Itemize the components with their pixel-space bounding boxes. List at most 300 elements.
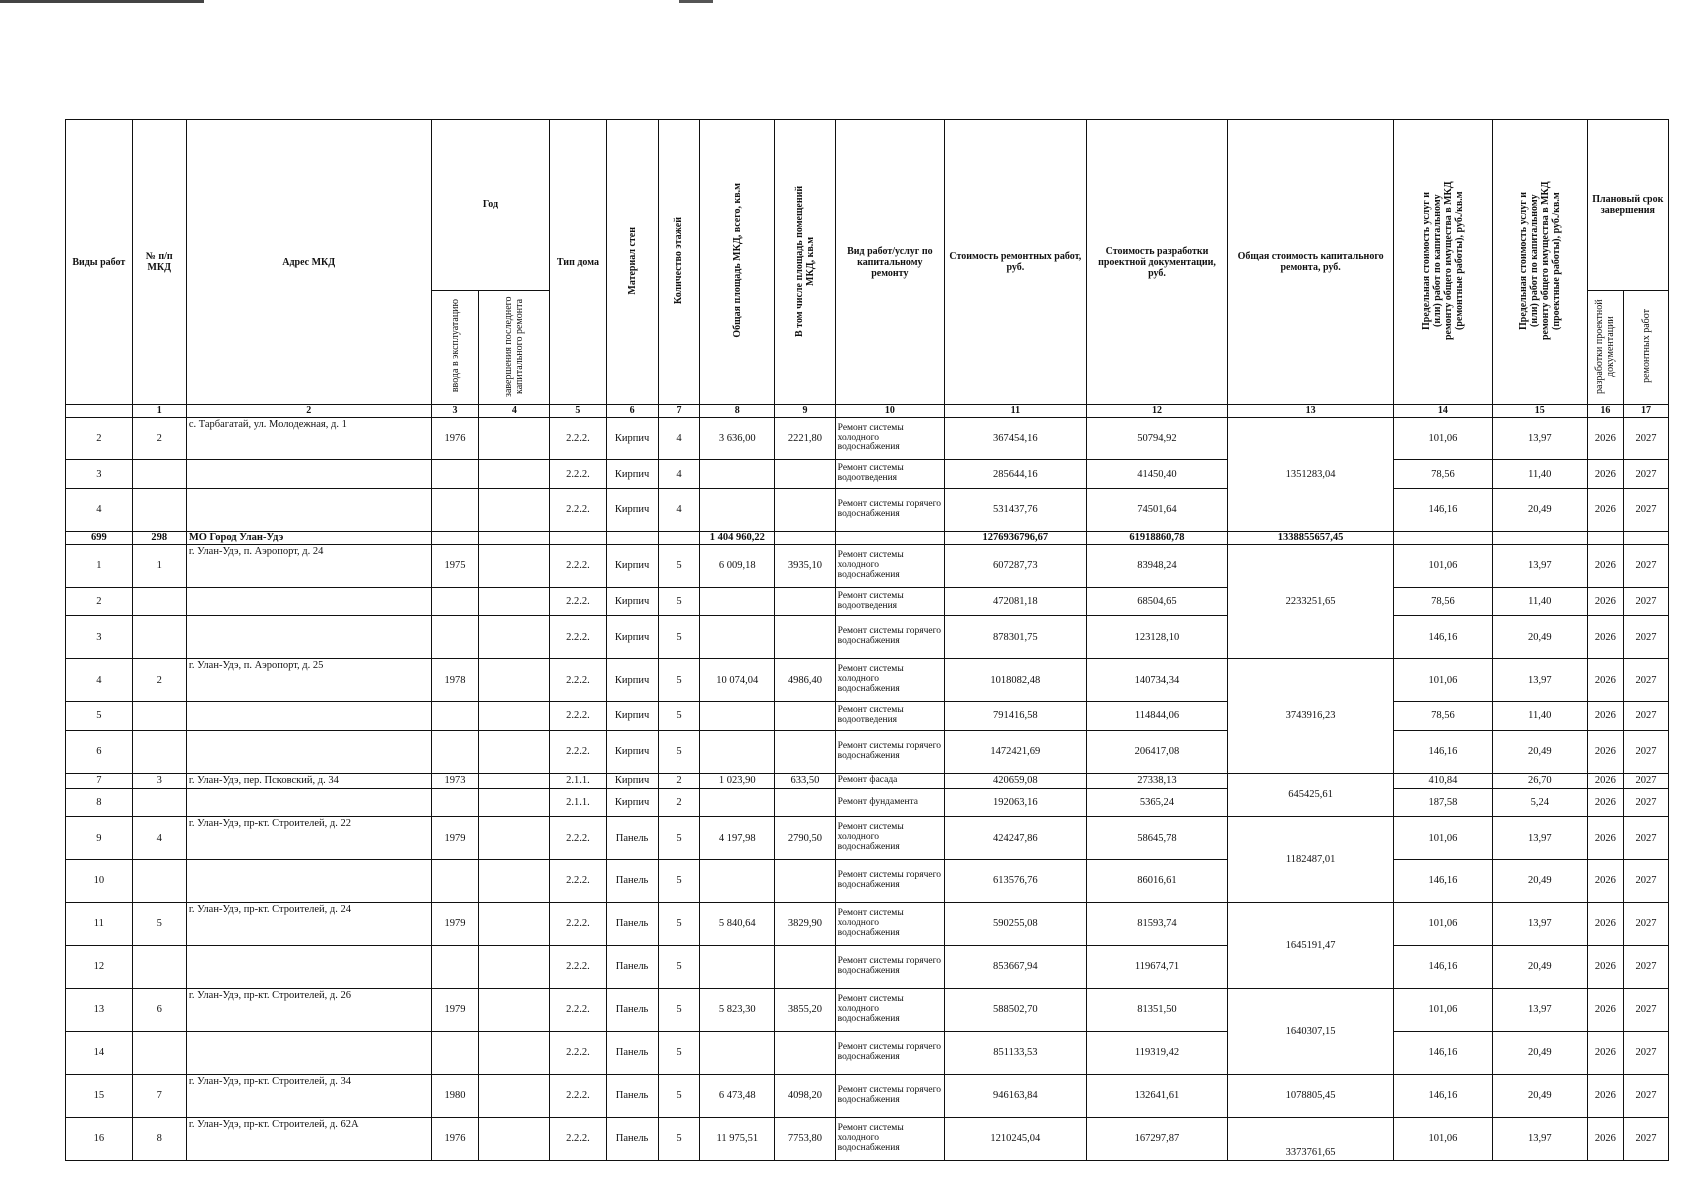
cell-address xyxy=(186,730,431,773)
cell-limit-design: 13,97 xyxy=(1492,817,1587,860)
cell-work-kind: Ремонт системы холодного водоснабжения xyxy=(835,659,944,702)
cell-work-type: 10 xyxy=(66,860,133,903)
cell-empty xyxy=(431,532,479,545)
cell-mkd-no xyxy=(132,489,186,532)
cell-floors: 5 xyxy=(658,817,700,860)
cell-limit-repair: 101,06 xyxy=(1393,817,1492,860)
cell-mkd-no: 2 xyxy=(132,417,186,460)
cell-repair-cost: 192063,16 xyxy=(945,788,1087,817)
cell-design-cost: 41450,40 xyxy=(1086,460,1228,489)
cell-deadline-design: 2026 xyxy=(1587,417,1623,460)
cell-premises-area xyxy=(775,587,835,616)
cell-deadline-repair: 2027 xyxy=(1624,417,1669,460)
cell-total-area: 10 074,04 xyxy=(700,659,775,702)
cell-premises-area: 4986,40 xyxy=(775,659,835,702)
cell-deadline-design: 2026 xyxy=(1587,587,1623,616)
cell-total-area xyxy=(700,730,775,773)
cell-empty xyxy=(658,532,700,545)
table-row xyxy=(66,1032,1669,1075)
cell-design-cost: 83948,24 xyxy=(1086,544,1228,587)
cell-premises-area: 3829,90 xyxy=(775,903,835,946)
cell-repair-cost: 1276936796,67 xyxy=(945,532,1087,545)
cell-design-cost: 114844,06 xyxy=(1086,702,1228,731)
cell-year-last-repair xyxy=(479,544,550,587)
cell-floors: 5 xyxy=(658,860,700,903)
cell-floors: 5 xyxy=(658,946,700,989)
cell-house-type: 2.1.1. xyxy=(550,773,606,788)
header-row xyxy=(66,120,1669,291)
cell-total-area: 1 023,90 xyxy=(700,773,775,788)
cell-limit-design: 20,49 xyxy=(1492,1074,1587,1117)
cell-address: г. Улан-Удэ, пр-кт. Строителей, д. 24 xyxy=(186,903,431,946)
cell-house-type: 2.2.2. xyxy=(550,702,606,731)
cell-floors: 5 xyxy=(658,702,700,731)
cell-design-cost: 123128,10 xyxy=(1086,616,1228,659)
cell-house-type: 2.2.2. xyxy=(550,659,606,702)
header-deadline-design: разработки проектной документации xyxy=(1587,290,1623,405)
cell-work-kind: Ремонт системы холодного водоснабжения xyxy=(835,817,944,860)
cell-deadline-design: 2026 xyxy=(1587,1074,1623,1117)
cell-limit-repair: 101,06 xyxy=(1393,1117,1492,1160)
cell-limit-design: 11,40 xyxy=(1492,587,1587,616)
cell-premises-area xyxy=(775,616,835,659)
cell-deadline-repair: 2027 xyxy=(1624,730,1669,773)
cell-wall-material: Кирпич xyxy=(606,730,658,773)
cell-address xyxy=(186,702,431,731)
cell-wall-material: Кирпич xyxy=(606,587,658,616)
cell-year-last-repair xyxy=(479,460,550,489)
col-num: 5 xyxy=(550,405,606,417)
cell-limit-repair: 78,56 xyxy=(1393,702,1492,731)
cell-deadline-design: 2026 xyxy=(1587,860,1623,903)
header-work-type: Виды работ xyxy=(66,120,133,405)
cell-mkd-no xyxy=(132,587,186,616)
cell-work-kind: Ремонт системы горячего водоснабжения xyxy=(835,860,944,903)
cell-total-area xyxy=(700,587,775,616)
cell-house-type: 2.2.2. xyxy=(550,989,606,1032)
cell-work-type: 2 xyxy=(66,587,133,616)
cell-work-kind: Ремонт системы горячего водоснабжения xyxy=(835,616,944,659)
cell-year-last-repair xyxy=(479,659,550,702)
table-row xyxy=(66,903,1669,946)
cell-deadline-repair: 2027 xyxy=(1624,1032,1669,1075)
cell-total-area xyxy=(700,702,775,731)
col-num: 10 xyxy=(835,405,944,417)
cell-deadline-design: 2026 xyxy=(1587,616,1623,659)
cell-deadline-design: 2026 xyxy=(1587,989,1623,1032)
cell-year-commission: 1979 xyxy=(431,817,479,860)
col-num: 15 xyxy=(1492,405,1587,417)
cell-address: г. Улан-Удэ, пр-кт. Строителей, д. 26 xyxy=(186,989,431,1032)
cell-year-commission xyxy=(431,587,479,616)
cell-mkd-no xyxy=(132,788,186,817)
cell-limit-design: 20,49 xyxy=(1492,616,1587,659)
cell-work-type: 2 xyxy=(66,417,133,460)
cell-year-commission xyxy=(431,460,479,489)
cell-design-cost: 132641,61 xyxy=(1086,1074,1228,1117)
cell-repair-cost: 878301,75 xyxy=(945,616,1087,659)
cell-total-area xyxy=(700,788,775,817)
cell-work-type: 8 xyxy=(66,788,133,817)
cell-premises-area: 633,50 xyxy=(775,773,835,788)
header-total-cost: Общая стоимость капитального ремонта, руб. xyxy=(1228,120,1394,405)
header-premises-area: В том числе площадь помещений МКД, кв.м xyxy=(775,120,835,405)
cell-repair-cost: 588502,70 xyxy=(945,989,1087,1032)
cell-floors: 5 xyxy=(658,989,700,1032)
cell-limit-repair: 101,06 xyxy=(1393,989,1492,1032)
cell-work-type: 14 xyxy=(66,1032,133,1075)
cell-work-type: 699 xyxy=(66,532,133,545)
cell-total-area xyxy=(700,860,775,903)
col-num: 17 xyxy=(1624,405,1669,417)
cell-wall-material: Кирпич xyxy=(606,702,658,731)
cell-year-commission: 1975 xyxy=(431,544,479,587)
cell-limit-repair: 101,06 xyxy=(1393,659,1492,702)
cell-wall-material: Панель xyxy=(606,946,658,989)
cell-work-type: 6 xyxy=(66,730,133,773)
cell-year-commission xyxy=(431,788,479,817)
cell-design-cost: 74501,64 xyxy=(1086,489,1228,532)
cell-address xyxy=(186,860,431,903)
cell-limit-repair: 146,16 xyxy=(1393,489,1492,532)
cell-floors: 2 xyxy=(658,773,700,788)
cell-limit-repair: 146,16 xyxy=(1393,1032,1492,1075)
cell-address: г. Улан-Удэ, п. Аэропорт, д. 25 xyxy=(186,659,431,702)
table-row xyxy=(66,659,1669,702)
cell-year-last-repair xyxy=(479,773,550,788)
table-row xyxy=(66,860,1669,903)
cell-limit-repair: 146,16 xyxy=(1393,1074,1492,1117)
cell-house-type: 2.2.2. xyxy=(550,860,606,903)
cell-empty xyxy=(835,532,944,545)
cell-deadline-repair: 2027 xyxy=(1624,989,1669,1032)
cell-repair-cost: 946163,84 xyxy=(945,1074,1087,1117)
cell-floors: 5 xyxy=(658,616,700,659)
cell-premises-area xyxy=(775,1032,835,1075)
cell-empty xyxy=(1492,532,1587,545)
cell-address: г. Улан-Удэ, пр-кт. Строителей, д. 62А xyxy=(186,1117,431,1160)
table-row xyxy=(66,730,1669,773)
cell-repair-cost: 1210245,04 xyxy=(945,1117,1087,1160)
cell-limit-design: 13,97 xyxy=(1492,903,1587,946)
cell-mkd-no: 7 xyxy=(132,1074,186,1117)
table-row xyxy=(66,1117,1669,1160)
cell-limit-repair: 78,56 xyxy=(1393,460,1492,489)
table-row xyxy=(66,989,1669,1032)
cell-wall-material: Панель xyxy=(606,903,658,946)
cell-year-last-repair xyxy=(479,989,550,1032)
header-year-commission: ввода в эксплуатацию xyxy=(431,290,479,405)
cell-repair-cost: 472081,18 xyxy=(945,587,1087,616)
cell-limit-design: 13,97 xyxy=(1492,989,1587,1032)
cell-deadline-repair: 2027 xyxy=(1624,1117,1669,1160)
cell-total-area: 6 473,48 xyxy=(700,1074,775,1117)
cell-total-area: 6 009,18 xyxy=(700,544,775,587)
cell-year-commission: 1979 xyxy=(431,989,479,1032)
col-num: 12 xyxy=(1086,405,1228,417)
cell-empty xyxy=(1393,532,1492,545)
cell-year-commission xyxy=(431,616,479,659)
cell-floors: 4 xyxy=(658,417,700,460)
cell-deadline-repair: 2027 xyxy=(1624,544,1669,587)
cell-limit-design: 13,97 xyxy=(1492,544,1587,587)
cell-house-type: 2.2.2. xyxy=(550,1032,606,1075)
cell-limit-repair: 146,16 xyxy=(1393,730,1492,773)
cell-work-type: 4 xyxy=(66,659,133,702)
header-deadline-repair: ремонтных работ xyxy=(1624,290,1669,405)
col-num: 16 xyxy=(1587,405,1623,417)
cell-mkd-no xyxy=(132,860,186,903)
cell-address xyxy=(186,946,431,989)
col-num: 2 xyxy=(186,405,431,417)
cell-address xyxy=(186,788,431,817)
cell-deadline-repair: 2027 xyxy=(1624,460,1669,489)
cell-address: г. Улан-Удэ, пр-кт. Строителей, д. 34 xyxy=(186,1074,431,1117)
header-mkd-no: № п/п МКД xyxy=(132,120,186,405)
cell-repair-cost: 1472421,69 xyxy=(945,730,1087,773)
cell-empty xyxy=(1624,532,1669,545)
cell-design-cost: 61918860,78 xyxy=(1086,532,1228,545)
cell-wall-material: Панель xyxy=(606,1032,658,1075)
cell-total-area: 5 840,64 xyxy=(700,903,775,946)
cell-limit-design: 20,49 xyxy=(1492,946,1587,989)
cell-premises-area: 7753,80 xyxy=(775,1117,835,1160)
cell-floors: 4 xyxy=(658,489,700,532)
cell-house-type: 2.2.2. xyxy=(550,903,606,946)
cell-year-commission xyxy=(431,946,479,989)
cell-deadline-repair: 2027 xyxy=(1624,860,1669,903)
cell-empty xyxy=(606,532,658,545)
cell-design-cost: 27338,13 xyxy=(1086,773,1228,788)
table-row xyxy=(66,788,1669,817)
table-row xyxy=(66,946,1669,989)
cell-total-area: 1 404 960,22 xyxy=(700,532,775,545)
cell-total-area: 4 197,98 xyxy=(700,817,775,860)
cell-limit-repair: 146,16 xyxy=(1393,946,1492,989)
cell-wall-material: Кирпич xyxy=(606,616,658,659)
cell-mkd-no xyxy=(132,460,186,489)
cell-year-last-repair xyxy=(479,946,550,989)
col-num: 7 xyxy=(658,405,700,417)
cell-wall-material: Панель xyxy=(606,817,658,860)
col-num: 4 xyxy=(479,405,550,417)
cell-floors: 5 xyxy=(658,1032,700,1075)
cell-empty xyxy=(1587,532,1623,545)
cell-year-last-repair xyxy=(479,587,550,616)
cell-year-commission xyxy=(431,730,479,773)
capital-repair-table xyxy=(65,119,1669,1161)
cell-repair-cost: 420659,08 xyxy=(945,773,1087,788)
cell-total-cost: 1640307,15 xyxy=(1228,989,1394,1075)
cell-repair-cost: 853667,94 xyxy=(945,946,1087,989)
cell-municipality: МО Город Улан-Удэ xyxy=(186,532,431,545)
cell-design-cost: 140734,34 xyxy=(1086,659,1228,702)
cell-total-area: 5 823,30 xyxy=(700,989,775,1032)
cell-deadline-design: 2026 xyxy=(1587,730,1623,773)
cell-deadline-repair: 2027 xyxy=(1624,587,1669,616)
cell-limit-design: 13,97 xyxy=(1492,1117,1587,1160)
cell-wall-material: Кирпич xyxy=(606,417,658,460)
cell-limit-repair: 101,06 xyxy=(1393,544,1492,587)
cell-house-type: 2.2.2. xyxy=(550,489,606,532)
cell-work-kind: Ремонт системы холодного водоснабжения xyxy=(835,1117,944,1160)
cell-work-kind: Ремонт системы горячего водоснабжения xyxy=(835,730,944,773)
cell-work-type: 11 xyxy=(66,903,133,946)
cell-work-kind: Ремонт системы горячего водоснабжения xyxy=(835,1074,944,1117)
cell-wall-material: Кирпич xyxy=(606,788,658,817)
cell-work-kind: Ремонт системы холодного водоснабжения xyxy=(835,417,944,460)
cell-design-cost: 119674,71 xyxy=(1086,946,1228,989)
cell-deadline-design: 2026 xyxy=(1587,659,1623,702)
cell-premises-area xyxy=(775,946,835,989)
cell-year-commission: 1976 xyxy=(431,1117,479,1160)
cell-total-cost: 1351283,04 xyxy=(1228,417,1394,532)
cell-work-type: 5 xyxy=(66,702,133,731)
cell-year-commission: 1973 xyxy=(431,773,479,788)
col-num: 6 xyxy=(606,405,658,417)
col-num: 3 xyxy=(431,405,479,417)
cell-deadline-design: 2026 xyxy=(1587,460,1623,489)
cell-wall-material: Панель xyxy=(606,1117,658,1160)
cell-total-area xyxy=(700,616,775,659)
cell-work-type: 16 xyxy=(66,1117,133,1160)
col-num: 8 xyxy=(700,405,775,417)
cell-premises-area: 4098,20 xyxy=(775,1074,835,1117)
cell-deadline-repair: 2027 xyxy=(1624,817,1669,860)
table-row xyxy=(66,460,1669,489)
cell-limit-repair: 101,06 xyxy=(1393,417,1492,460)
cell-address: г. Улан-Удэ, пр-кт. Строителей, д. 22 xyxy=(186,817,431,860)
cell-deadline-design: 2026 xyxy=(1587,1032,1623,1075)
header-limit-design: Предельная стоимость услуг и (или) работ по капитальному ремонту общего имущества в МКД (проектные работы), руб./кв.м xyxy=(1492,120,1587,405)
cell-total-area xyxy=(700,946,775,989)
cell-work-kind: Ремонт фасада xyxy=(835,773,944,788)
cell-total-cost: 1645191,47 xyxy=(1228,903,1394,989)
cell-house-type: 2.2.2. xyxy=(550,946,606,989)
cell-floors: 5 xyxy=(658,730,700,773)
cell-floors: 5 xyxy=(658,1117,700,1160)
cell-wall-material: Кирпич xyxy=(606,489,658,532)
cell-design-cost: 68504,65 xyxy=(1086,587,1228,616)
cell-address: г. Улан-Удэ, п. Аэропорт, д. 24 xyxy=(186,544,431,587)
cell-year-commission xyxy=(431,489,479,532)
cell-house-type: 2.2.2. xyxy=(550,1074,606,1117)
cell-deadline-design: 2026 xyxy=(1587,817,1623,860)
cell-year-commission: 1979 xyxy=(431,903,479,946)
cell-mkd-no xyxy=(132,616,186,659)
cell-floors: 5 xyxy=(658,659,700,702)
cell-premises-area: 3935,10 xyxy=(775,544,835,587)
cell-repair-cost: 613576,76 xyxy=(945,860,1087,903)
cell-deadline-repair: 2027 xyxy=(1624,659,1669,702)
header-year-last-repair: завершения последнего капитального ремонта xyxy=(479,290,550,405)
col-num: 14 xyxy=(1393,405,1492,417)
cell-year-last-repair xyxy=(479,417,550,460)
cell-limit-design: 20,49 xyxy=(1492,730,1587,773)
cell-wall-material: Кирпич xyxy=(606,773,658,788)
col-num: 11 xyxy=(945,405,1087,417)
table-row xyxy=(66,1074,1669,1117)
cell-premises-area: 3855,20 xyxy=(775,989,835,1032)
cell-work-kind: Ремонт системы холодного водоснабжения xyxy=(835,544,944,587)
cell-design-cost: 206417,08 xyxy=(1086,730,1228,773)
cell-floors: 2 xyxy=(658,788,700,817)
cell-empty xyxy=(550,532,606,545)
cell-repair-cost: 367454,16 xyxy=(945,417,1087,460)
cell-premises-area xyxy=(775,860,835,903)
cell-deadline-repair: 2027 xyxy=(1624,1074,1669,1117)
cell-house-type: 2.2.2. xyxy=(550,460,606,489)
cell-repair-cost: 1018082,48 xyxy=(945,659,1087,702)
cell-mkd-no xyxy=(132,702,186,731)
cell-house-type: 2.2.2. xyxy=(550,1117,606,1160)
cell-total-cost: 645425,61 xyxy=(1228,773,1394,816)
cell-work-kind: Ремонт системы холодного водоснабжения xyxy=(835,989,944,1032)
cell-floors: 5 xyxy=(658,544,700,587)
header-house-type: Тип дома xyxy=(550,120,606,405)
cell-design-cost: 58645,78 xyxy=(1086,817,1228,860)
cell-deadline-repair: 2027 xyxy=(1624,773,1669,788)
cell-deadline-repair: 2027 xyxy=(1624,903,1669,946)
cell-work-kind: Ремонт системы водоотведения xyxy=(835,587,944,616)
cell-limit-repair: 146,16 xyxy=(1393,860,1492,903)
cell-premises-area xyxy=(775,489,835,532)
col-num: 13 xyxy=(1228,405,1394,417)
table-row xyxy=(66,489,1669,532)
cell-work-kind: Ремонт фундамента xyxy=(835,788,944,817)
table-row xyxy=(66,417,1669,460)
header-wall-material: Материал стен xyxy=(606,120,658,405)
cell-year-last-repair xyxy=(479,489,550,532)
cell-mkd-no: 2 xyxy=(132,659,186,702)
cell-work-type: 9 xyxy=(66,817,133,860)
cell-address xyxy=(186,460,431,489)
cell-mkd-no: 5 xyxy=(132,903,186,946)
cell-repair-cost: 590255,08 xyxy=(945,903,1087,946)
cell-premises-area xyxy=(775,460,835,489)
scan-edge-artifact xyxy=(0,0,1698,3)
header-deadline: Плановый срок завершения xyxy=(1587,120,1668,291)
cell-work-type: 13 xyxy=(66,989,133,1032)
cell-limit-repair: 78,56 xyxy=(1393,587,1492,616)
cell-limit-repair: 187,58 xyxy=(1393,788,1492,817)
cell-year-last-repair xyxy=(479,702,550,731)
cell-deadline-repair: 2027 xyxy=(1624,489,1669,532)
header-total-area: Общая площадь МКД, всего, кв.м xyxy=(700,120,775,405)
cell-empty xyxy=(479,532,550,545)
cell-limit-design: 20,49 xyxy=(1492,489,1587,532)
cell-total-area: 3 636,00 xyxy=(700,417,775,460)
cell-work-kind: Ремонт системы горячего водоснабжения xyxy=(835,489,944,532)
cell-year-commission xyxy=(431,860,479,903)
cell-mkd-no: 298 xyxy=(132,532,186,545)
cell-address xyxy=(186,616,431,659)
column-number-row xyxy=(66,405,1669,417)
cell-deadline-design: 2026 xyxy=(1587,489,1623,532)
cell-year-commission: 1976 xyxy=(431,417,479,460)
table-row xyxy=(66,773,1669,788)
cell-repair-cost: 791416,58 xyxy=(945,702,1087,731)
header-work-kind: Вид работ/услуг по капитальному ремонту xyxy=(835,120,944,405)
cell-house-type: 2.2.2. xyxy=(550,544,606,587)
cell-house-type: 2.2.2. xyxy=(550,616,606,659)
cell-total-cost: 1338855657,45 xyxy=(1228,532,1394,545)
cell-repair-cost: 531437,76 xyxy=(945,489,1087,532)
cell-address xyxy=(186,1032,431,1075)
cell-address xyxy=(186,587,431,616)
cell-work-type: 7 xyxy=(66,773,133,788)
cell-house-type: 2.2.2. xyxy=(550,587,606,616)
